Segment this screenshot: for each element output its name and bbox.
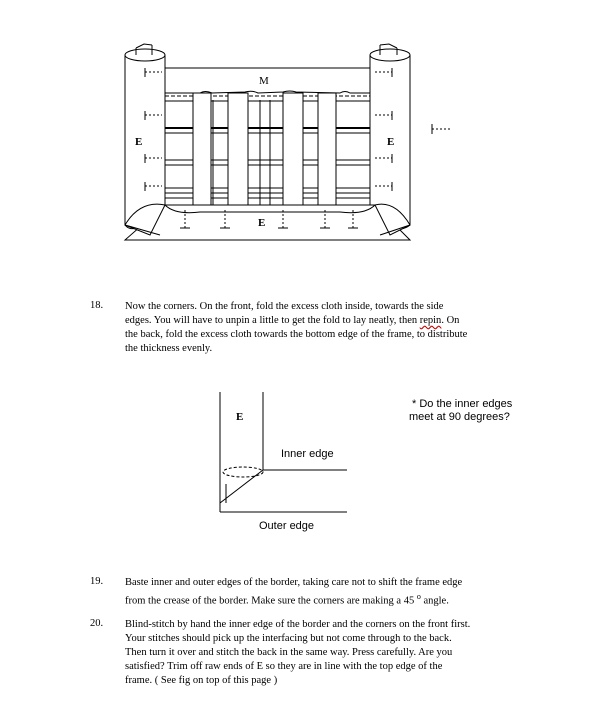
outer-edge-label: Outer edge (259, 520, 315, 532)
step-20-number: 20. (90, 618, 104, 629)
step-19-number: 19. (90, 576, 104, 587)
step-20-text: Blind-stitch by hand the inner edge of the border and the corners on the front first. Your stitches should pick up the interfacing but not come through to the back. Then turn it over and stitch the back in the same way. Press carefully. Are you satisfied? Trim off raw ends of E so they are in line with the top edge of the frame. ( See fig on top of this page ) (125, 619, 471, 686)
label-e-left: E (135, 136, 143, 148)
step-18-number: 18. (90, 300, 104, 311)
label-e-bottom: E (258, 217, 266, 229)
label-e-right: E (387, 136, 395, 148)
note-line-1: * Do the inner edges (412, 398, 513, 410)
corner-label-e: E (236, 411, 244, 423)
label-m: M (259, 75, 269, 87)
step-18-text: Now the corners. On the front, fold the excess cloth inside, towards the side edges. You will have to unpin a little to get the fold to lay neatly, then repin. On the back, fold the excess cloth towards the bottom edge of the frame, to distribute the thickness evenly. (125, 301, 468, 354)
inner-edge-label: Inner edge (281, 448, 334, 460)
step-19-text: Baste inner and outer edges of the border, taking care not to shift the frame edge from the crease of the border. Make sure the corners are making a 45 $^o$ angle. (125, 577, 463, 607)
note-line-2: meet at 90 degrees? (409, 411, 510, 423)
